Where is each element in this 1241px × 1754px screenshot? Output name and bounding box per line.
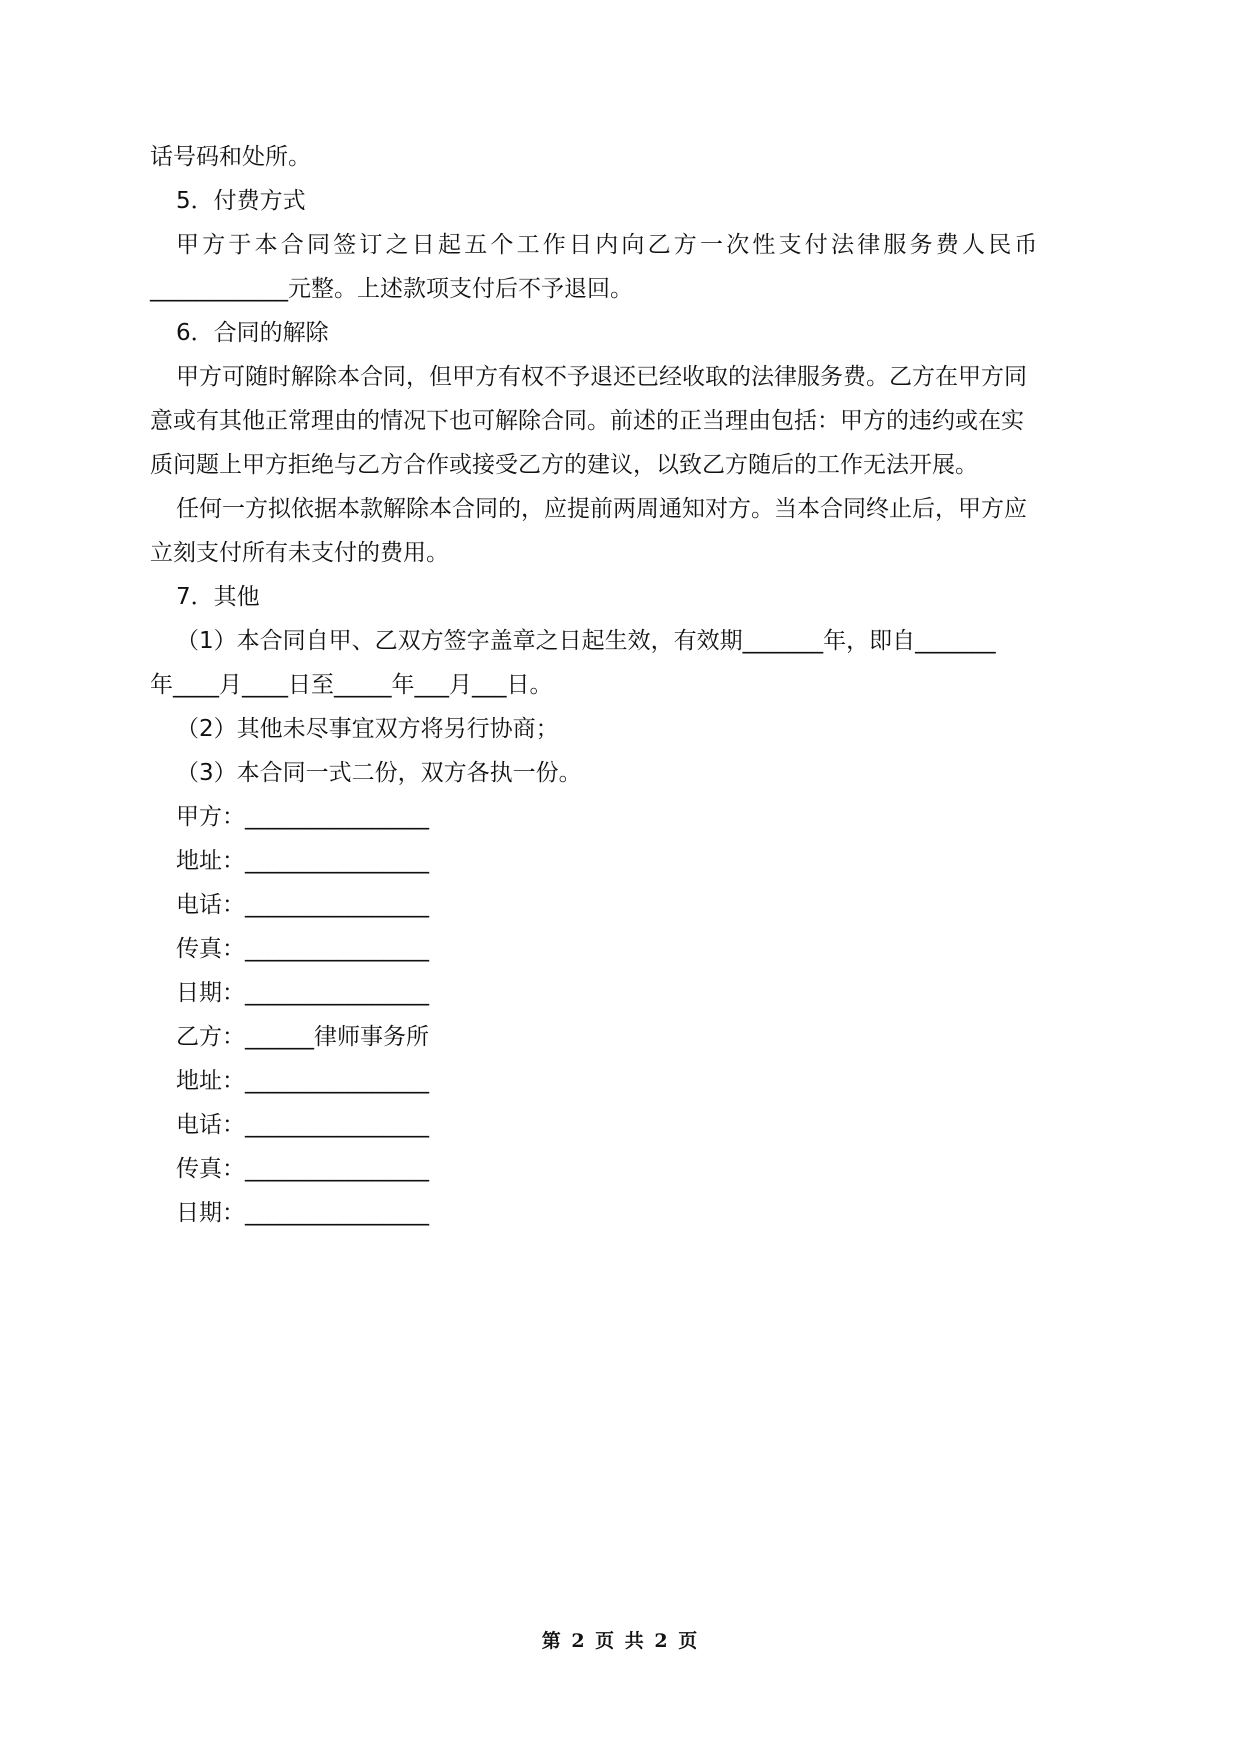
continued-text-line: 话号码和处所。 xyxy=(150,144,311,170)
party-a-fax-field: 传真：________________ xyxy=(176,936,429,962)
section-heading-payment: 5．付费方式 xyxy=(176,188,306,214)
party-b-name-field: 乙方：______律师事务所 xyxy=(176,1024,429,1050)
party-a-date-field: 日期：________________ xyxy=(176,980,429,1006)
section-heading-termination: 6．合同的解除 xyxy=(176,320,329,346)
clause-line: （3）本合同一式二份，双方各执一份。 xyxy=(176,760,582,786)
party-a-address-field: 地址：________________ xyxy=(176,848,429,874)
party-b-address-field: 地址：________________ xyxy=(176,1068,429,1094)
paragraph-line: ____________元整。上述款项支付后不予退回。 xyxy=(150,276,633,302)
party-a-phone-field: 电话：________________ xyxy=(176,892,429,918)
paragraph-line: 甲方可随时解除本合同，但甲方有权不予退还已经收取的法律服务费。乙方在甲方同 xyxy=(176,364,1027,390)
paragraph-line: 意或有其他正常理由的情况下也可解除合同。前述的正当理由包括：甲方的违约或在实 xyxy=(150,408,1024,434)
paragraph-line: 质问题上甲方拒绝与乙方合作或接受乙方的建议，以致乙方随后的工作无法开展。 xyxy=(150,452,978,478)
party-b-date-field: 日期：________________ xyxy=(176,1200,429,1226)
party-b-fax-field: 传真：________________ xyxy=(176,1156,429,1182)
clause-line: 年____月____日至_____年___月___日。 xyxy=(150,672,553,698)
party-a-name-field: 甲方：________________ xyxy=(176,804,429,830)
paragraph-line: 任何一方拟依据本款解除本合同的，应提前两周通知对方。当本合同终止后，甲方应 xyxy=(176,496,1027,522)
clause-line: （1）本合同自甲、乙双方签字盖章之日起生效，有效期_______年，即自_______ xyxy=(176,628,996,654)
paragraph-line: 立刻支付所有未支付的费用。 xyxy=(150,540,449,566)
page-number-footer: 第 2 页 共 2 页 xyxy=(541,1630,700,1652)
clause-line: （2）其他未尽事宜双方将另行协商； xyxy=(176,716,559,742)
section-heading-other: 7．其他 xyxy=(176,584,260,610)
party-b-phone-field: 电话：________________ xyxy=(176,1112,429,1138)
paragraph-line: 甲方于本合同签订之日起五个工作日内向乙方一次性支付法律服务费人民币 xyxy=(176,232,1041,258)
